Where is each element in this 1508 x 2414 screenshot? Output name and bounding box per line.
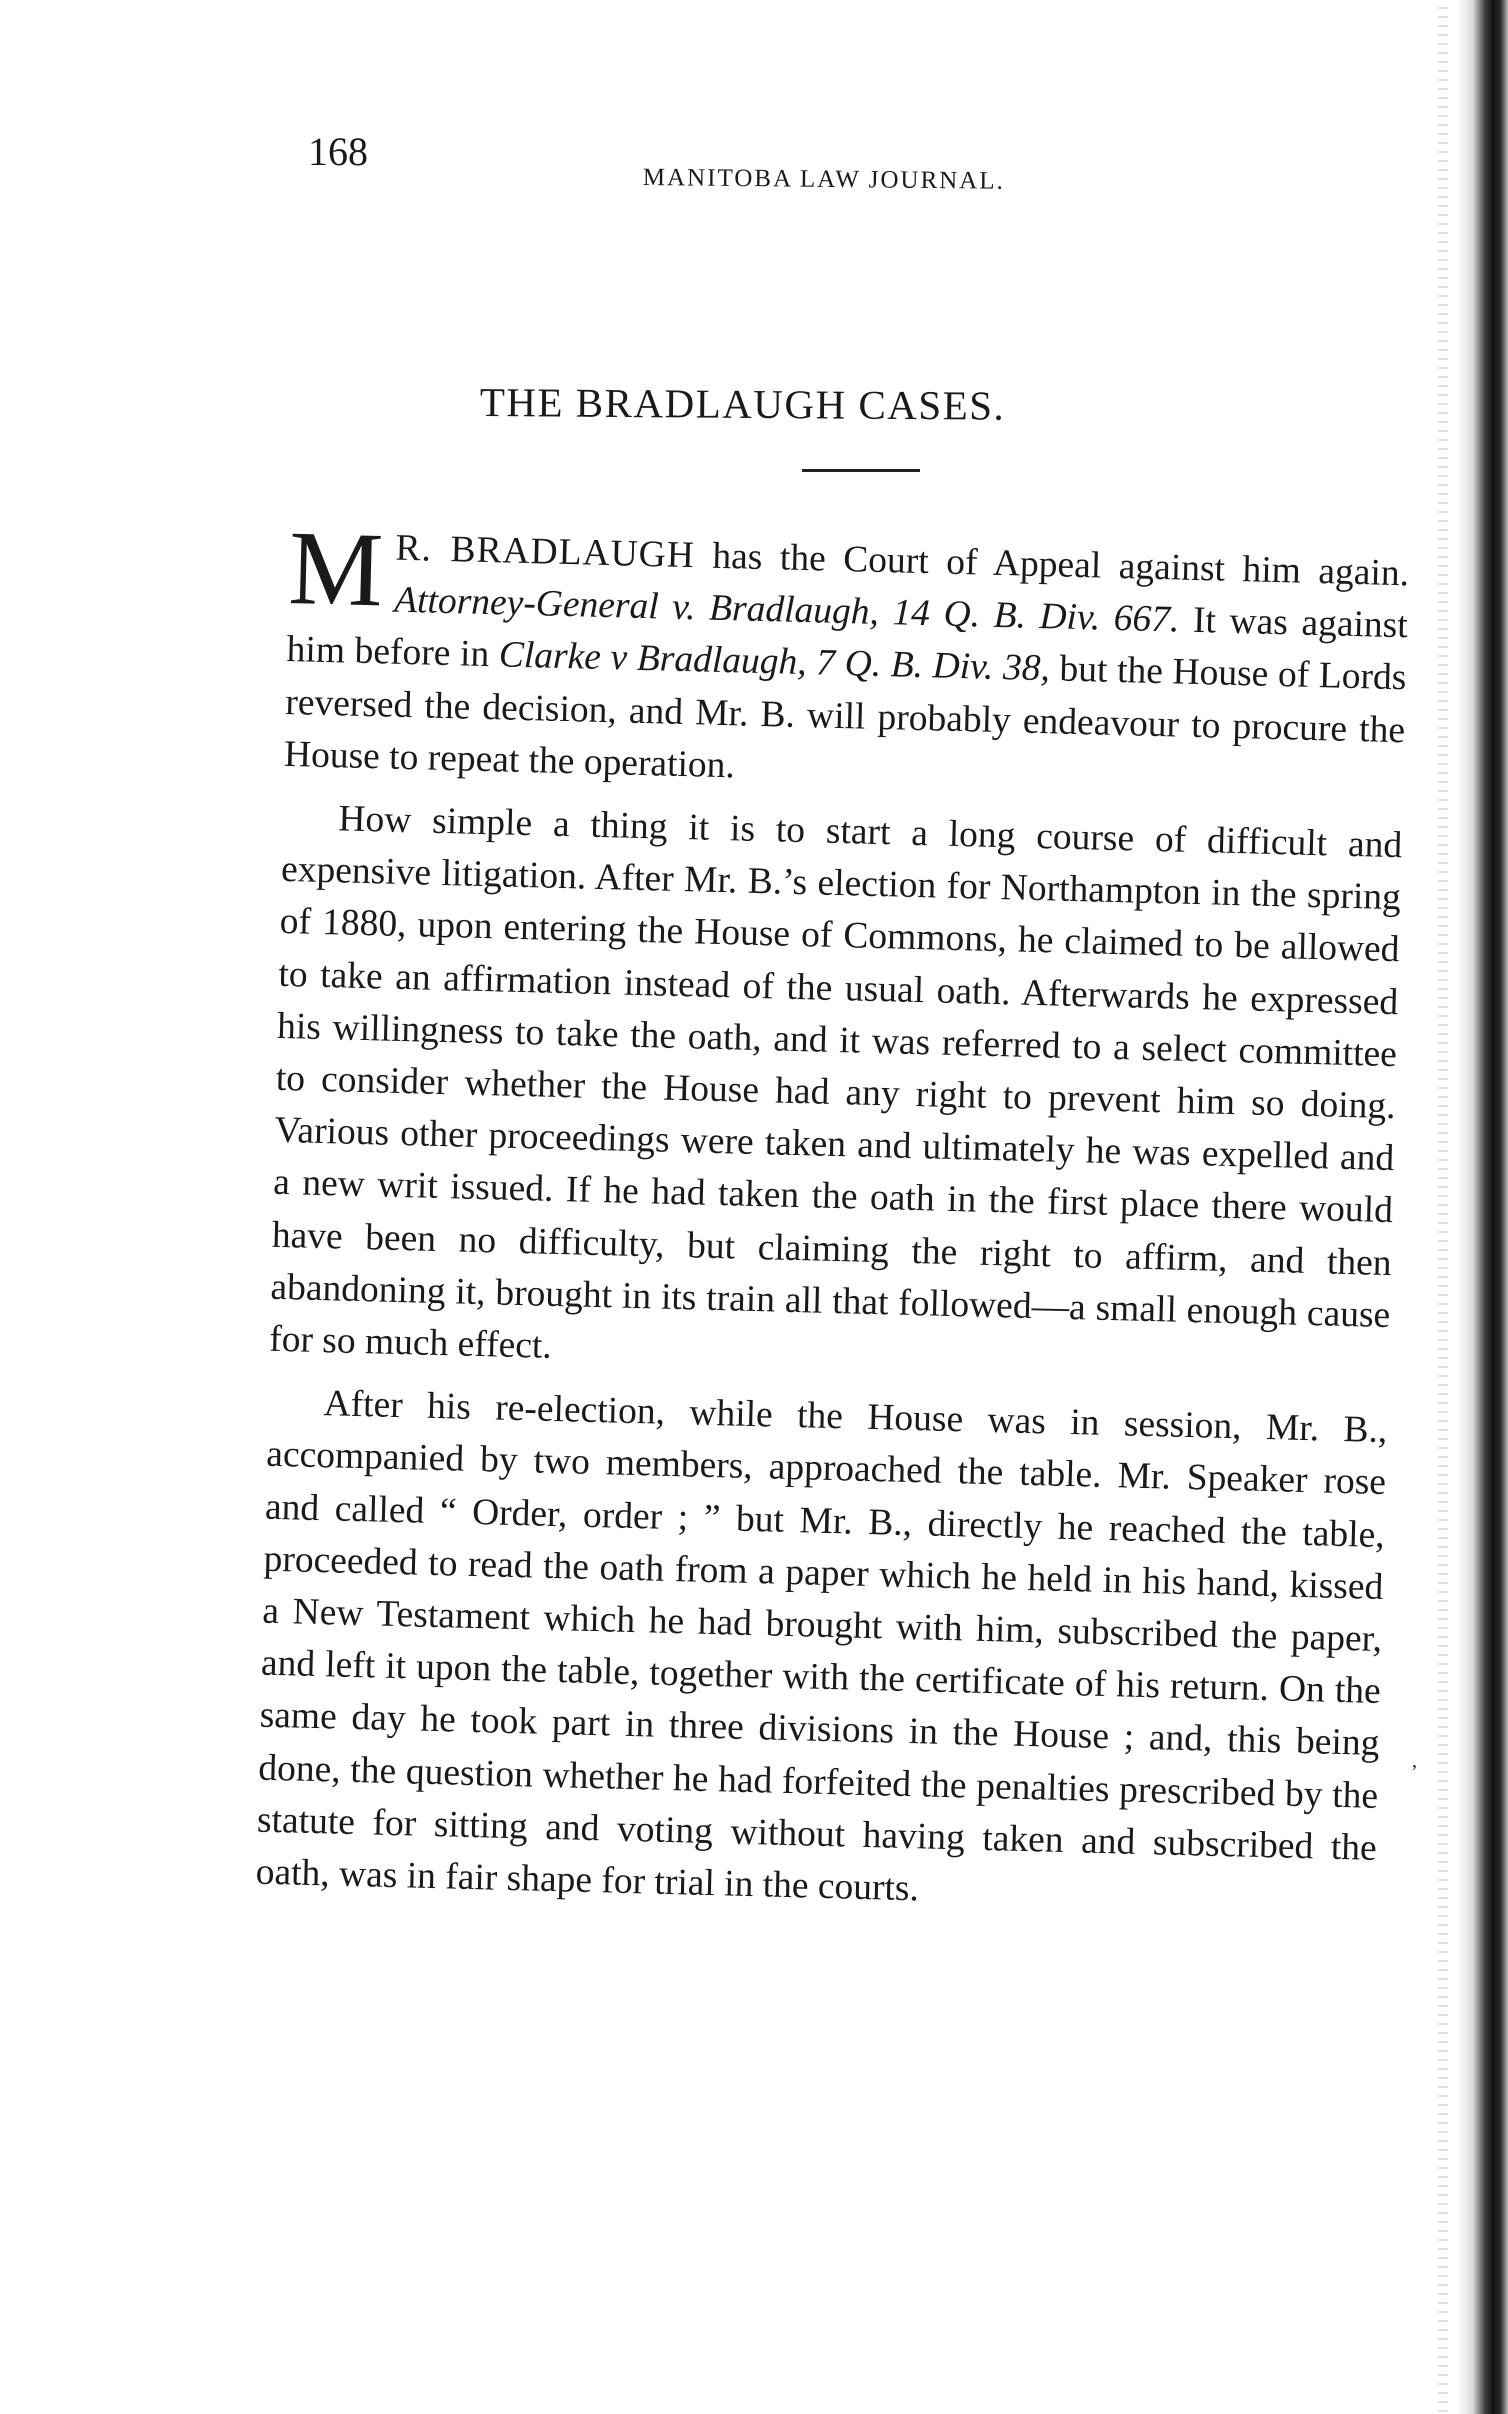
paragraph-1 (283, 509, 1410, 809)
page-header (308, 128, 1108, 195)
paragraph-1-text-b: It was against him before in (286, 599, 1409, 676)
paragraph-1-text-c: but the House of Lords reversed the decision, and Mr. B. will probably endeavour to procure the House to repeat the operation. (283, 648, 1407, 787)
margin-mark: , (1412, 1750, 1417, 1772)
paragraph-3: After his re-election, while the House was in session, Mr. B., accompanied by two members, approached the table. Mr. Speaker rose and called “ Order, order ; ” but Mr. B., directly he reached the table, proceeded to read the oath from a paper which he held in his hand, kissed a New Testament which he had brought with him, subscribed the paper, and left it upon the table, together with the certificate of his return. On the same day he took part in three divisions in the House ; and, this being done, the question whether he had forfeited the penalties prescribed by the statute for sitting and voting without having taken and subscribed the oath, was in fair shape for trial in the courts. (255, 1383, 1388, 1910)
page-binding-edge (1458, 0, 1508, 2414)
case-citation-1: Attorney-General v. Bradlaugh, 14 Q. B. Div. 667. (393, 579, 1180, 641)
paragraph-2: How simple a thing it is to start a long course of difficult and expensive litigation. After Mr. B.’s election for Northampton in the spring of 1880, upon entering the House of Commons, he claimed to be allowed to take an affirmation instead of the usual oath. Afterwards he expressed his willingness to take the oath, and it was referred to a select committee to consider whether the House had any right to prevent him so doing. Various other proceedings were taken and ultimately he was expelled and a new writ issued. If he had taken the oath in the first place there would have been no difficulty, but claiming the right to affirm, and then abandoning it, brought in its train all that followed—a small enough cause for so much effect. (268, 798, 1403, 1367)
title-rule (802, 469, 920, 472)
page-edge-speckle (1438, 0, 1448, 2414)
article-title: THE BRADLAUGH CASES. (479, 378, 1006, 429)
drop-cap: M (287, 509, 385, 629)
article-body (255, 509, 1410, 1938)
name-bradlaugh: R. BRADLAUGH (395, 527, 696, 577)
paragraph-1-text-a: has the Court of Appeal against him again. (694, 535, 1410, 595)
running-head: MANITOBA LAW JOURNAL. (642, 164, 1005, 195)
case-citation-2: Clarke v Bradlaugh, 7 Q. B. Div. 38, (498, 634, 1051, 690)
page-number: 168 (308, 129, 368, 174)
